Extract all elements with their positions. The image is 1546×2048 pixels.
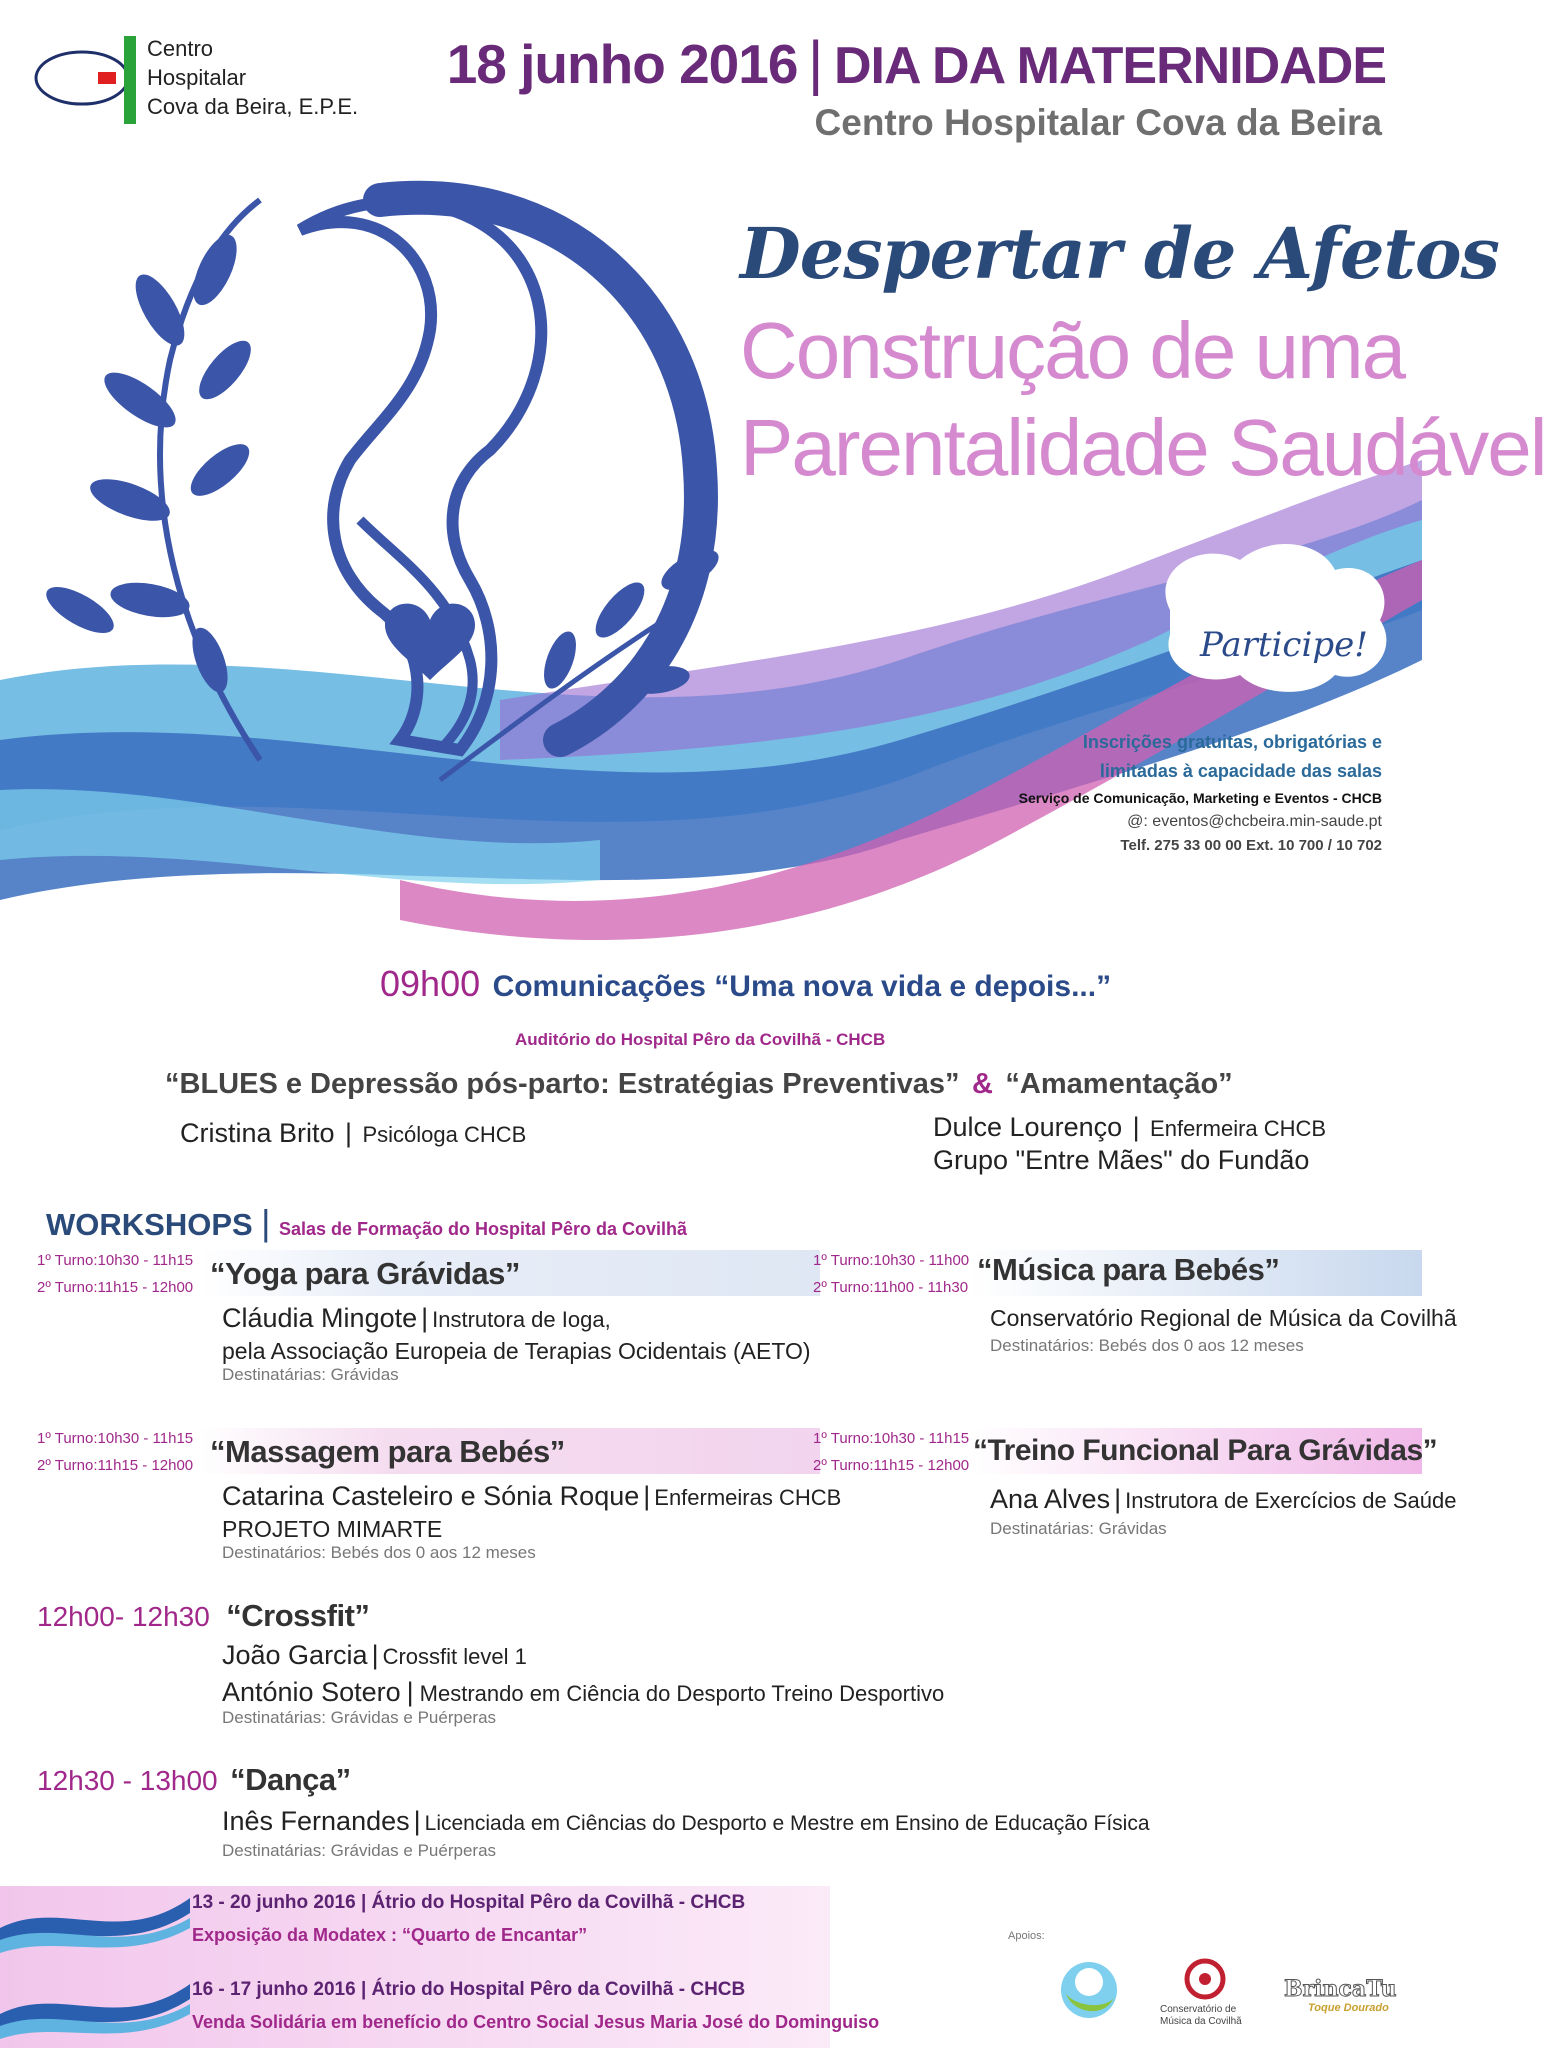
speaker2-group: Grupo "Entre Mães" do Fundão (933, 1145, 1310, 1175)
event-host: Centro Hospitalar Cova da Beira (814, 102, 1382, 143)
crossfit-dest: Destinatárias: Grávidas e Puérperas (222, 1708, 497, 1727)
danca-details (222, 1806, 1150, 1861)
yoga-dest: Destinatárias: Grávidas (222, 1365, 399, 1384)
org-line3: Cova da Beira, E.P.E. (147, 94, 359, 119)
treino-details (990, 1484, 1457, 1539)
danca-dest: Destinatárias: Grávidas e Puérperas (222, 1841, 497, 1860)
crossfit-time: 12h00- 12h30 (37, 1601, 210, 1632)
musica-name: Conservatório Regional de Música da Covilhã (990, 1305, 1457, 1331)
yoga-details (222, 1303, 811, 1385)
talk1-title: “BLUES e Depressão pós-parto: Estratégias Preventivas” (165, 1068, 960, 1100)
talks-title: Comunicações “Uma nova vida e depois...” (492, 970, 1112, 1003)
sponsor-2-logo (1180, 1954, 1230, 2004)
treino-turn2: 2º Turno:11h15 - 12h00 (813, 1457, 970, 1474)
participe-label: Participe! (1200, 625, 1368, 665)
crossfit-name2: António Sotero (222, 1677, 401, 1707)
treino-sep: | (1114, 1484, 1122, 1514)
footer-event1-line1: 13 - 20 junho 2016 | Átrio do Hospital Pêro da Covilhã - CHCB (192, 1892, 746, 1913)
sponsor-3-logo (1284, 1976, 1397, 2014)
workshops-venue: Salas de Formação do Hospital Pêro da Covilhã (278, 1219, 688, 1239)
talks-venue: Auditório do Hospital Pêro da Covilhã - CHCB (515, 1030, 886, 1049)
treino-dest: Destinatárias: Grávidas (990, 1519, 1167, 1538)
talks-time: 09h00 (380, 963, 481, 1004)
registration-phone: Telf. 275 33 00 00 Ext. 10 700 / 10 702 (1120, 837, 1382, 854)
event-header (447, 28, 1386, 97)
crossfit-sep1: | (371, 1640, 379, 1670)
musica-details (990, 1305, 1457, 1356)
footer-event1 (192, 1888, 745, 1952)
speaker2-role: Enfermeira CHCB (1150, 1116, 1327, 1141)
event-date: 18 junho 2016 (446, 33, 798, 95)
footer-event1-line2: Exposição da Modatex : “Quarto de Encantar” (192, 1925, 588, 1945)
speaker2-name: Dulce Lourenço (933, 1112, 1123, 1142)
hero-script-title: Despertar de Afetos (740, 212, 1499, 295)
massagem-turn2: 2º Turno:11h15 - 12h00 (37, 1457, 194, 1474)
crossfit-details (222, 1640, 944, 1728)
musica-turn1: 1º Turno:10h30 - 11h00 (813, 1252, 970, 1269)
yoga-org: pela Associação Europeia de Terapias Ocidentais (AETO) (222, 1338, 811, 1364)
speaker1-name: Cristina Brito (180, 1118, 335, 1148)
massagem-turn1: 1º Turno:10h30 - 11h15 (37, 1430, 194, 1447)
footer-wave-2 (0, 1974, 200, 2044)
sponsor-2-line2: Música da Covilhã (1160, 2016, 1242, 2027)
footer-event2-line1: 16 - 17 junho 2016 | Átrio do Hospital Pêro da Covilhã - CHCB (192, 1979, 746, 2000)
yoga-title: “Yoga para Grávidas” (210, 1256, 520, 1291)
registration-email[interactable]: @: eventos@chcbeira.min-saude.pt (1127, 813, 1382, 830)
musica-dest: Destinatários: Bebés dos 0 aos 12 meses (990, 1336, 1304, 1355)
footer-event2-line2: Venda Solidária em benefício do Centro Social Jesus Maria José do Dominguiso (192, 2012, 880, 2032)
crossfit-name1: João Garcia (222, 1640, 368, 1670)
logo-green-bar (124, 36, 136, 124)
massagem-title: “Massagem para Bebés” (210, 1434, 565, 1469)
sponsor-3-tag: Toque Dourado (1308, 2002, 1389, 2014)
hospital-logo (30, 40, 130, 120)
registration-line1: Inscrições gratuitas, obrigatórias e (1082, 732, 1382, 752)
hero-subtitle-line1: Construção de uma (740, 306, 1405, 395)
speaker1-sep: | (345, 1118, 353, 1148)
speaker1 (180, 1118, 526, 1149)
crossfit-role1: Crossfit level 1 (382, 1644, 527, 1669)
hero-subtitle-line2: Parentalidade Saudável (740, 403, 1546, 492)
sponsor-1-logo (1056, 1952, 1122, 2032)
workshops-sep: | (261, 1202, 271, 1243)
danca-header (37, 1762, 351, 1798)
massagem-name: Catarina Casteleiro e Sónia Roque (222, 1481, 640, 1511)
treino-title: “Treino Funcional Para Grávidas” (973, 1434, 1438, 1467)
registration-info (1019, 728, 1382, 858)
org-line2: Hospitalar (147, 65, 247, 90)
yoga-turn1: 1º Turno:10h30 - 11h15 (37, 1252, 194, 1269)
massagem-sep: | (643, 1481, 651, 1511)
danca-role: Licenciada em Ciências do Desporto e Mestre em Ensino de Educação Física (424, 1812, 1150, 1835)
sponsor-2-name (1160, 2004, 1242, 2028)
danca-sep: | (413, 1806, 421, 1836)
sponsor-3-name: BrincaTu (1284, 1976, 1397, 2002)
speaker1-role: Psicóloga CHCB (362, 1122, 527, 1147)
footer-event2 (192, 1975, 879, 2039)
massagem-org: PROJETO MIMARTE (222, 1516, 443, 1542)
musica-turn2: 2º Turno:11h00 - 11h30 (813, 1279, 969, 1296)
speaker2-sep: | (1132, 1112, 1140, 1142)
workshops-label: WORKSHOPS (46, 1207, 253, 1242)
footer-wave-1 (0, 1888, 200, 1958)
crossfit-header (37, 1598, 369, 1634)
treino-turns (813, 1425, 969, 1479)
yoga-sep: | (421, 1303, 429, 1333)
org-line1: Centro (147, 36, 214, 61)
treino-turn1: 1º Turno:10h30 - 11h15 (813, 1430, 970, 1447)
yoga-turns (37, 1247, 193, 1301)
apoios-label: Apoios: (1008, 1930, 1045, 1942)
registration-line3: Serviço de Comunicação, Marketing e Eventos - CHCB (1018, 790, 1382, 806)
musica-turns (813, 1247, 969, 1301)
yoga-role: Instrutora de Ioga, (432, 1307, 611, 1332)
yoga-turn2: 2º Turno:11h15 - 12h00 (37, 1279, 194, 1296)
registration-line2: limitadas à capacidade das salas (1099, 761, 1382, 781)
danca-time: 12h30 - 13h00 (37, 1765, 218, 1796)
org-name (147, 34, 358, 121)
yoga-name: Cláudia Mingote (222, 1303, 418, 1333)
massagem-role: Enfermeiras CHCB (654, 1485, 842, 1510)
hospital-logo-icon (30, 40, 130, 120)
treino-name: Ana Alves (990, 1484, 1111, 1514)
workshops-header (46, 1202, 687, 1244)
event-name: DIA DA MATERNIDADE (833, 37, 1386, 95)
crossfit-sep2: | (406, 1677, 414, 1707)
talk-titles (165, 1068, 1233, 1101)
crossfit-role2: Mestrando em Ciência do Desporto Treino Desportivo (419, 1681, 945, 1706)
danca-title: “Dança” (230, 1762, 351, 1797)
treino-role: Instrutora de Exercícios de Saúde (1125, 1488, 1457, 1513)
massagem-dest: Destinatários: Bebés dos 0 aos 12 meses (222, 1543, 536, 1562)
talk-ampersand: & (972, 1068, 993, 1100)
talks-header (380, 963, 1111, 1005)
event-separator: | (807, 29, 824, 96)
crossfit-title: “Crossfit” (226, 1598, 370, 1633)
massagem-turns (37, 1425, 193, 1479)
talk2-title: “Amamentação” (1005, 1068, 1233, 1100)
speaker2 (933, 1112, 1326, 1176)
musica-title: “Música para Bebés” (977, 1252, 1280, 1287)
massagem-details (222, 1481, 841, 1563)
danca-name: Inês Fernandes (222, 1806, 410, 1836)
sponsor-2-line1: Conservatório de (1160, 2004, 1237, 2015)
